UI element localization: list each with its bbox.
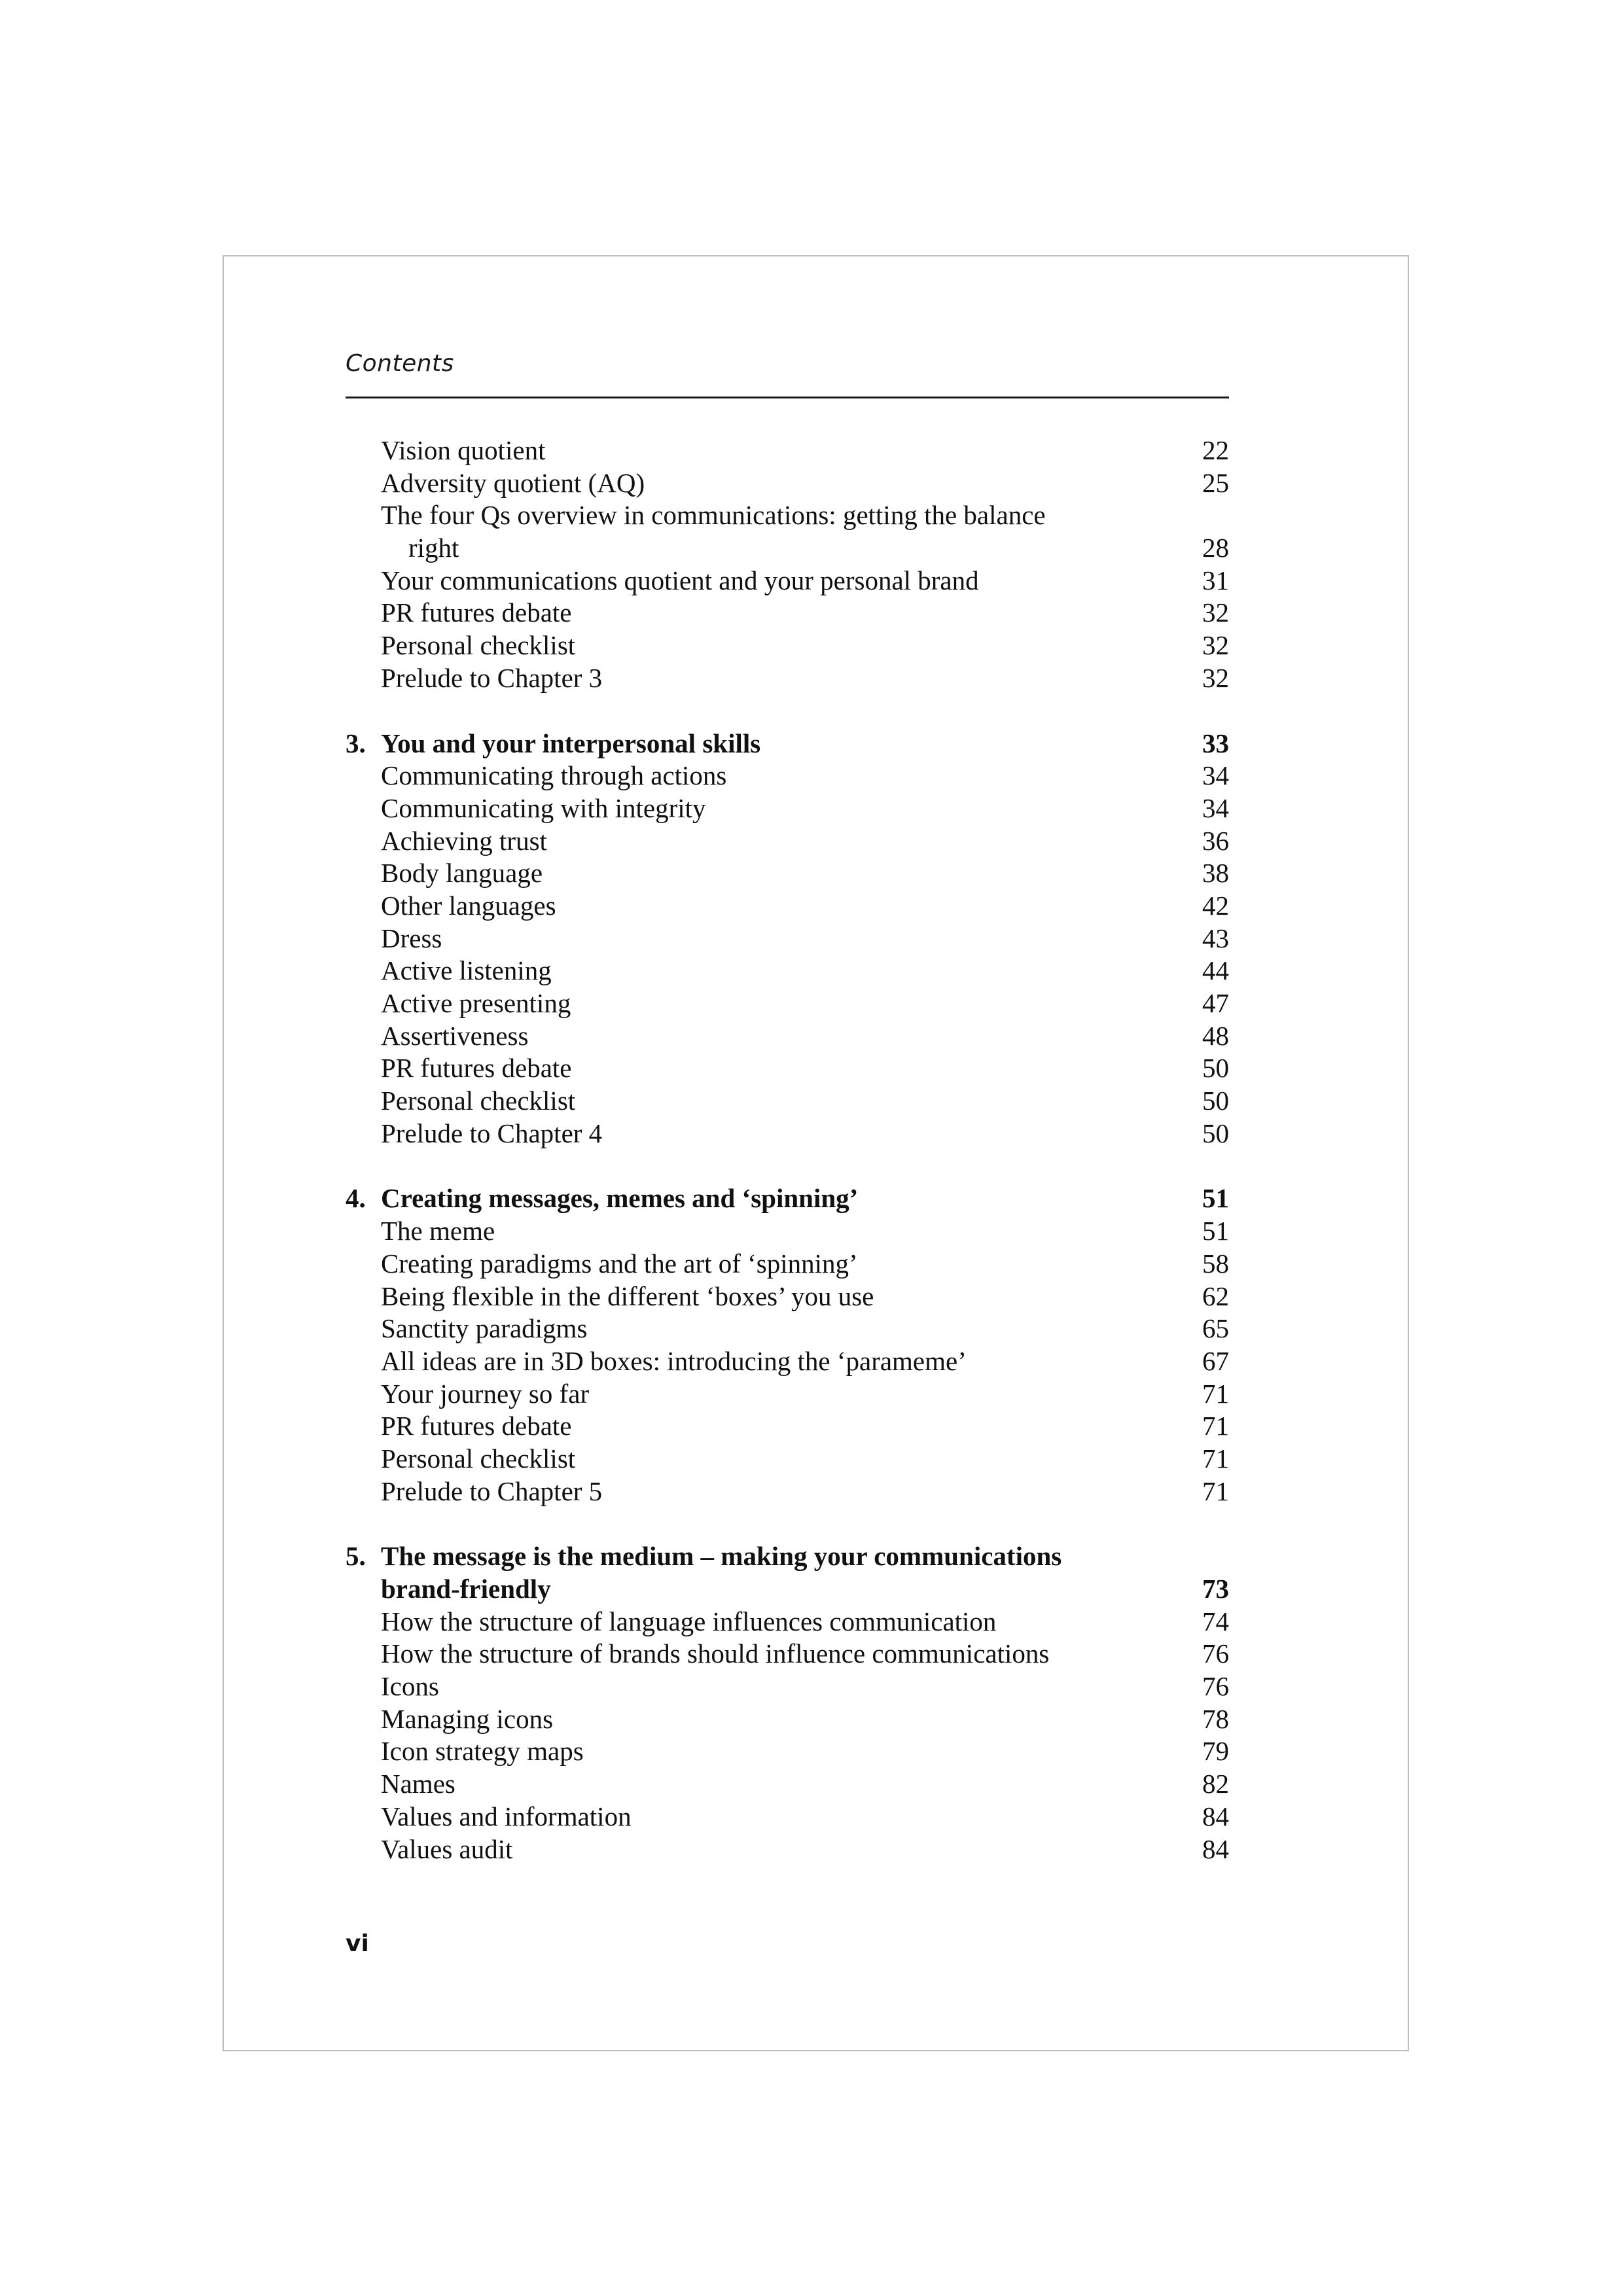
toc-entry[interactable] [346,1833,1229,1866]
toc-entry-title: Other languages [381,890,556,921]
toc-entry[interactable] [346,987,1229,1020]
chapter-page: 73 [1202,1574,1229,1604]
toc-entry-page: 65 [1202,1313,1229,1344]
header-rule [346,397,1229,398]
toc-entry-page: 28 [1202,533,1229,563]
toc-entry-continuation[interactable] [346,532,1229,565]
toc-entry-page: 43 [1202,923,1229,953]
toc-entry-title: Managing icons [381,1703,554,1734]
toc-entry[interactable] [346,857,1229,890]
chapter-number: 5. [346,1541,366,1572]
toc-entry-title: Your communications quotient and your personal brand [381,565,979,595]
toc-entry-page: 78 [1202,1703,1229,1734]
toc-entry[interactable] [346,792,1229,825]
toc-entry[interactable] [346,1248,1229,1280]
toc-entry-page: 82 [1202,1769,1229,1799]
toc-entry[interactable] [346,825,1229,858]
table-of-contents [346,434,1229,1865]
chapter-page: 51 [1202,1183,1229,1214]
toc-entry-title: Communicating through actions [381,760,727,791]
toc-entry-title: Adversity quotient (AQ) [381,467,645,498]
toc-entry-page: 62 [1202,1280,1229,1311]
toc-entry-title: Personal checklist [381,1086,576,1116]
toc-entry-page: 58 [1202,1248,1229,1279]
toc-entry[interactable] [346,499,1229,532]
chapter-title: The message is the medium – making your communications [381,1541,1062,1572]
toc-entry-page: 84 [1202,1801,1229,1831]
toc-entry-title: Prelude to Chapter 4 [381,1118,603,1148]
toc-entry-page: 71 [1202,1411,1229,1441]
toc-entry-title: Personal checklist [381,1443,576,1474]
toc-entry-page: 47 [1202,988,1229,1018]
toc-entry-title: Names [381,1769,455,1799]
toc-entry-page: 38 [1202,858,1229,889]
running-head: Contents [346,350,454,377]
chapter-number: 4. [346,1183,366,1214]
toc-entry-title: How the structure of brands should influence communications [381,1638,1050,1669]
toc-chapter-5-continuation[interactable] [346,1573,1229,1606]
toc-entry-title-continued: right [408,533,459,563]
toc-entry-title: Creating paradigms and the art of ‘spinning’ [381,1248,858,1279]
toc-entry[interactable] [346,760,1229,792]
toc-entry-title: Vision quotient [381,435,546,465]
toc-entry[interactable] [346,1443,1229,1475]
toc-entry[interactable] [346,923,1229,955]
toc-entry-title: Being flexible in the different ‘boxes’ you use [381,1280,874,1311]
toc-entry-title: PR futures debate [381,597,572,628]
chapter-title: Creating messages, memes and ‘spinning’ [381,1183,859,1214]
toc-entry-page: 71 [1202,1443,1229,1474]
toc-entry-page: 50 [1202,1118,1229,1148]
toc-entry-page: 84 [1202,1833,1229,1864]
toc-entry[interactable] [346,662,1229,695]
toc-chapter-4[interactable] [346,1182,1229,1215]
toc-entry-page: 32 [1202,662,1229,693]
toc-entry-title: Prelude to Chapter 5 [381,1475,603,1506]
toc-entry-title: PR futures debate [381,1411,572,1441]
toc-entry-page: 50 [1202,1086,1229,1116]
toc-entry-page: 74 [1202,1606,1229,1636]
toc-entry[interactable] [346,1313,1229,1345]
toc-entry-title: Icon strategy maps [381,1736,584,1767]
toc-entry-title: Dress [381,923,442,953]
toc-entry-title: Your journey so far [381,1378,590,1409]
toc-entry[interactable] [346,1703,1229,1736]
toc-entry[interactable] [346,1085,1229,1118]
toc-entry-page: 36 [1202,825,1229,856]
toc-entry[interactable] [346,955,1229,987]
chapter-title: You and your interpersonal skills [381,728,761,758]
section-gap [346,695,1229,728]
toc-entry[interactable] [346,1475,1229,1508]
chapter-number: 3. [346,728,366,758]
toc-entry-page: 44 [1202,955,1229,986]
toc-entry-title: Sanctity paradigms [381,1313,588,1344]
toc-entry[interactable] [346,1378,1229,1411]
page-number: vi [346,1930,369,1957]
toc-entry[interactable] [346,1052,1229,1085]
toc-entry-title: All ideas are in 3D boxes: introducing the ‘parameme’ [381,1345,967,1376]
toc-entry-title: Active listening [381,955,552,986]
toc-entry[interactable] [346,890,1229,923]
toc-entry-title: Achieving trust [381,825,547,856]
toc-entry[interactable] [346,1768,1229,1801]
toc-entry-title: The four Qs overview in communications: getting the balance [381,500,1046,531]
section-gap [346,1508,1229,1540]
toc-entry[interactable] [346,1280,1229,1313]
toc-entry-page: 32 [1202,630,1229,661]
chapter-page: 33 [1202,728,1229,758]
toc-entry[interactable] [346,597,1229,629]
toc-entry-page: 22 [1202,435,1229,465]
toc-entry-page: 71 [1202,1378,1229,1409]
toc-entry[interactable] [346,1345,1229,1378]
chapter-title-continued: brand-friendly [381,1574,551,1604]
toc-entry-page: 79 [1202,1736,1229,1767]
toc-entry-title: Values audit [381,1833,513,1864]
toc-entry-title: Values and information [381,1801,632,1831]
section-gap [346,1150,1229,1182]
toc-entry-page: 71 [1202,1475,1229,1506]
toc-entry[interactable] [346,1638,1229,1670]
toc-entry-title: Personal checklist [381,630,576,661]
toc-entry-title: Assertiveness [381,1020,529,1051]
toc-entry-page: 42 [1202,890,1229,921]
toc-entry-title: Prelude to Chapter 3 [381,662,603,693]
toc-entry-page: 25 [1202,467,1229,498]
toc-entry[interactable] [346,1020,1229,1053]
toc-entry[interactable] [346,1735,1229,1768]
toc-entry-title: PR futures debate [381,1053,572,1084]
toc-entry-page: 32 [1202,597,1229,628]
toc-entry[interactable] [346,467,1229,500]
toc-entry[interactable] [346,1215,1229,1248]
toc-entry-page: 76 [1202,1638,1229,1669]
toc-entry[interactable] [346,1606,1229,1638]
toc-entry[interactable] [346,1670,1229,1703]
toc-chapter-5[interactable] [346,1540,1229,1573]
toc-entry-page: 76 [1202,1671,1229,1702]
toc-entry[interactable] [346,629,1229,662]
toc-entry-title: Communicating with integrity [381,792,706,823]
toc-entry-page: 48 [1202,1020,1229,1051]
toc-entry-page: 31 [1202,565,1229,595]
toc-entry-title: The meme [381,1216,495,1246]
toc-entry-page: 67 [1202,1345,1229,1376]
toc-entry[interactable] [346,1118,1229,1150]
toc-entry-title: How the structure of language influences communication [381,1606,997,1636]
toc-entry-title: Body language [381,858,543,889]
toc-entry[interactable] [346,1410,1229,1443]
toc-entry-page: 34 [1202,792,1229,823]
toc-entry-page: 50 [1202,1053,1229,1084]
toc-entry-title: Active presenting [381,988,571,1018]
toc-entry-page: 51 [1202,1216,1229,1246]
toc-entry-page: 34 [1202,760,1229,791]
toc-entry[interactable] [346,1801,1229,1833]
toc-chapter-3[interactable] [346,728,1229,760]
toc-entry-title: Icons [381,1671,439,1702]
toc-entry[interactable] [346,434,1229,467]
toc-entry[interactable] [346,565,1229,597]
